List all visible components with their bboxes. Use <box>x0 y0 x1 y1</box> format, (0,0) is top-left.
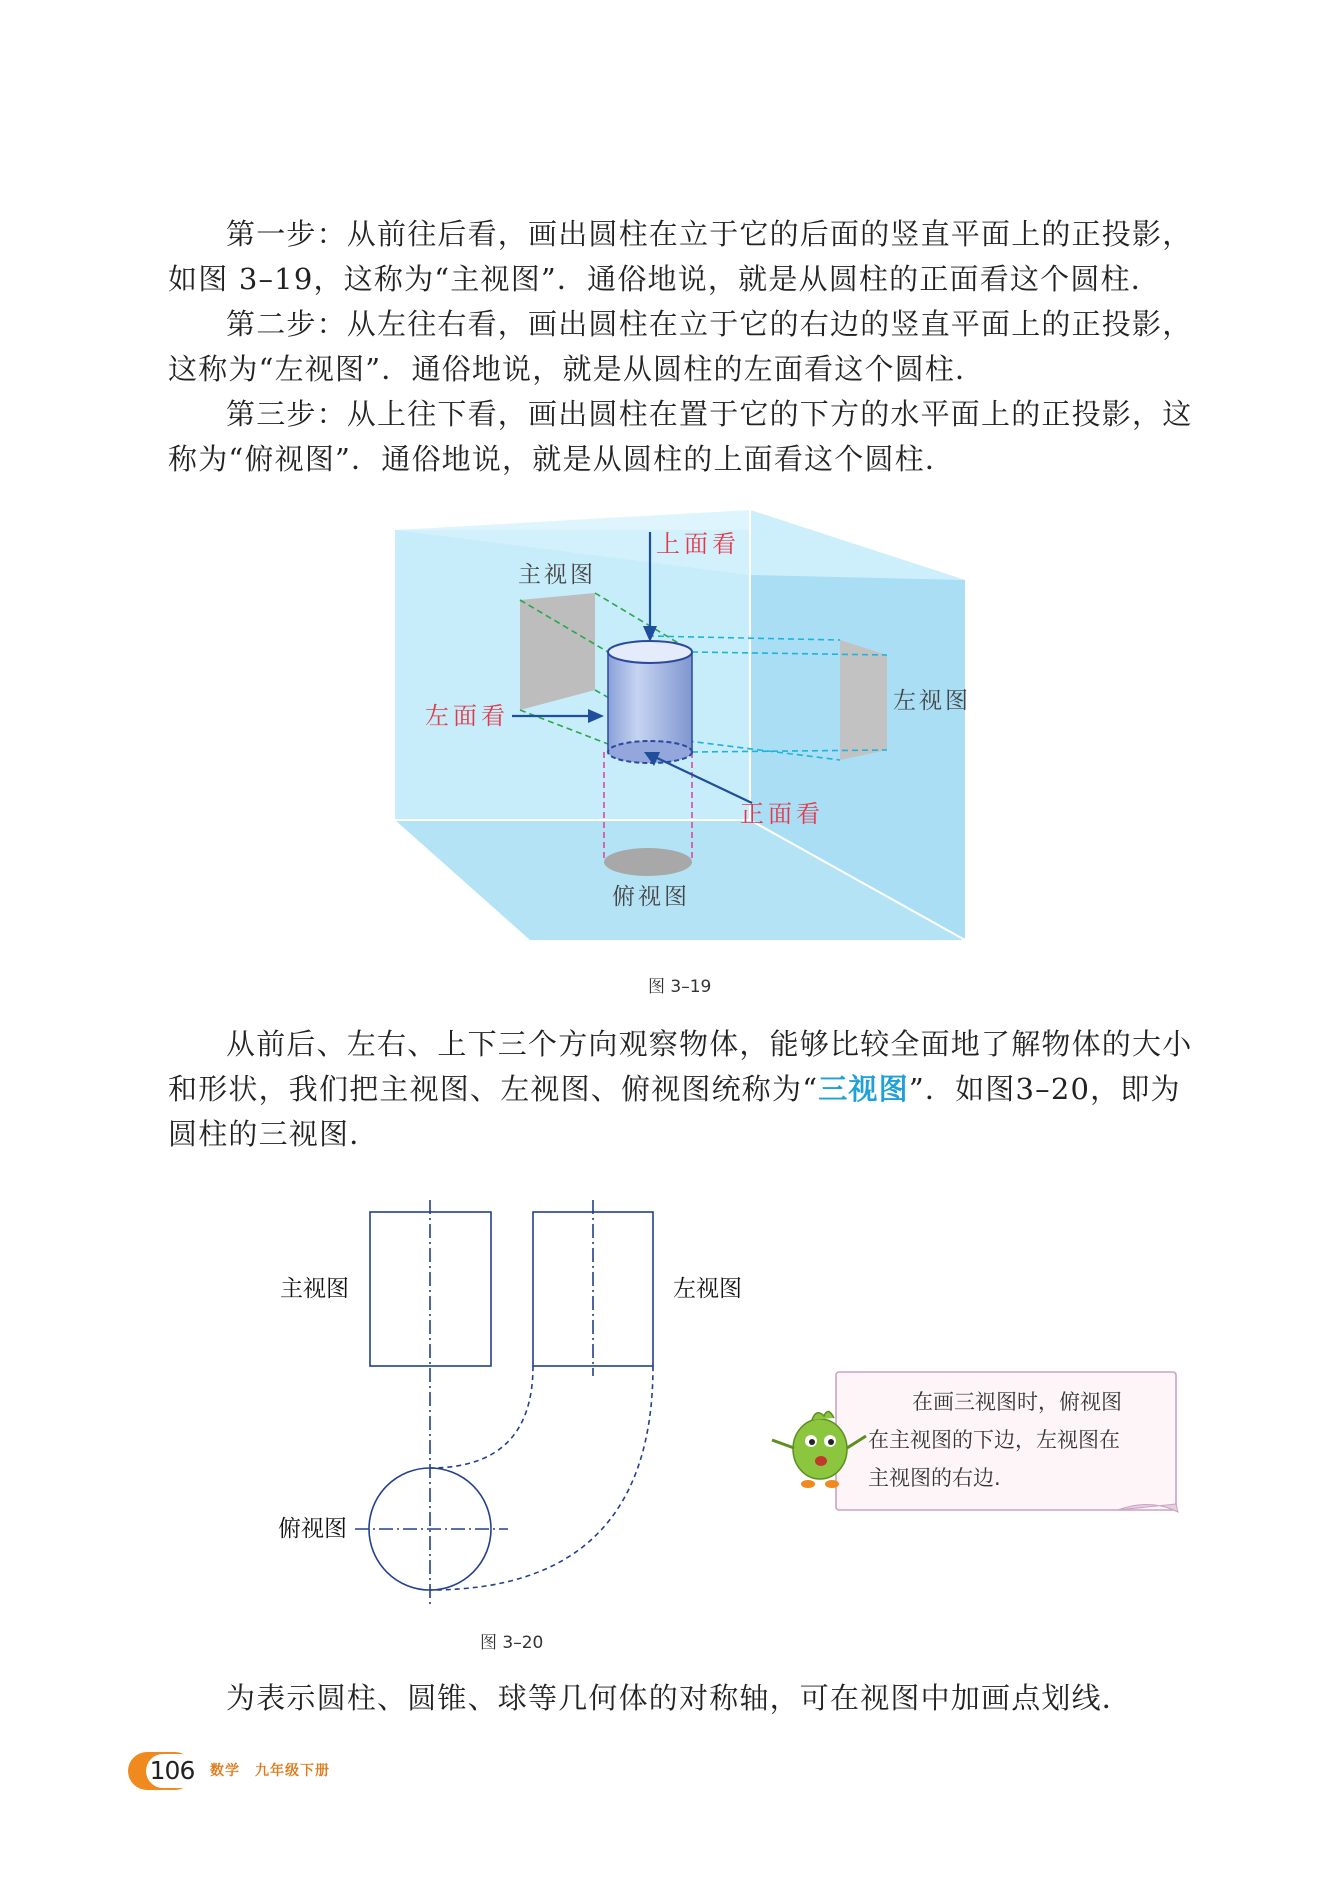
label-top-view-2d: 俯视图 <box>278 1516 347 1542</box>
term-three-views: 三视图 <box>818 1072 909 1106</box>
label-left-view-2d: 左视图 <box>673 1276 742 1302</box>
note-line-1: 在画三视图时，俯视图 <box>912 1390 1122 1414</box>
label-left-view-direction: 左面看 <box>425 702 509 730</box>
label-front-view-2d: 主视图 <box>280 1276 349 1302</box>
label-front-view-direction: 正面看 <box>740 800 824 828</box>
label-top-view-direction: 上面看 <box>656 530 740 558</box>
step3-line2: 称为“俯视图”．通俗地说，就是从圆柱的上面看这个圆柱． <box>168 442 956 476</box>
caption-3-20: 图 3–20 <box>480 1633 544 1653</box>
label-front-view: 主视图 <box>518 562 596 588</box>
three-views-line3: 圆柱的三视图． <box>168 1117 380 1151</box>
step1-line2: 如图 3–19，这称为“主视图”．通俗地说，就是从圆柱的正面看这个圆柱． <box>168 262 1161 296</box>
three-views-line1: 从前后、左右、上下三个方向观察物体，能够比较全面地了解物体的大小 <box>226 1027 1193 1061</box>
page-footer <box>128 1748 528 1798</box>
label-top-view: 俯视图 <box>612 884 690 910</box>
book-title: 数学 九年级下册 <box>210 1763 330 1779</box>
step1-line1: 第一步：从前往后看，画出圆柱在立于它的后面的竖直平面上的正投影， <box>226 217 1193 251</box>
axis-note-line: 为表示圆柱、圆锥、球等几何体的对称轴，可在视图中加画点划线． <box>226 1681 1133 1715</box>
step2-line1: 第二步：从左往右看，画出圆柱在立于它的右边的竖直平面上的正投影， <box>226 307 1193 341</box>
step2-line2: 这称为“左视图”．通俗地说，就是从圆柱的左面看这个圆柱． <box>168 352 986 386</box>
three-views-line2: 和形状，我们把主视图、左视图、俯视图统称为“三视图”．如图3–20，即为 <box>168 1072 1181 1106</box>
caption-3-19: 图 3–19 <box>648 977 712 997</box>
step3-line1: 第三步：从上往下看，画出圆柱在置于它的下方的水平面上的正投影，这 <box>226 397 1193 431</box>
label-left-view: 左视图 <box>893 688 971 714</box>
note-line-2: 在主视图的下边，左视图在 <box>868 1428 1120 1452</box>
axis-note-paragraph <box>168 1676 1198 1721</box>
note-line-3: 主视图的右边. <box>868 1466 1001 1490</box>
page-number: 106 <box>146 1754 198 1788</box>
inner-connector-arc <box>430 1366 533 1468</box>
